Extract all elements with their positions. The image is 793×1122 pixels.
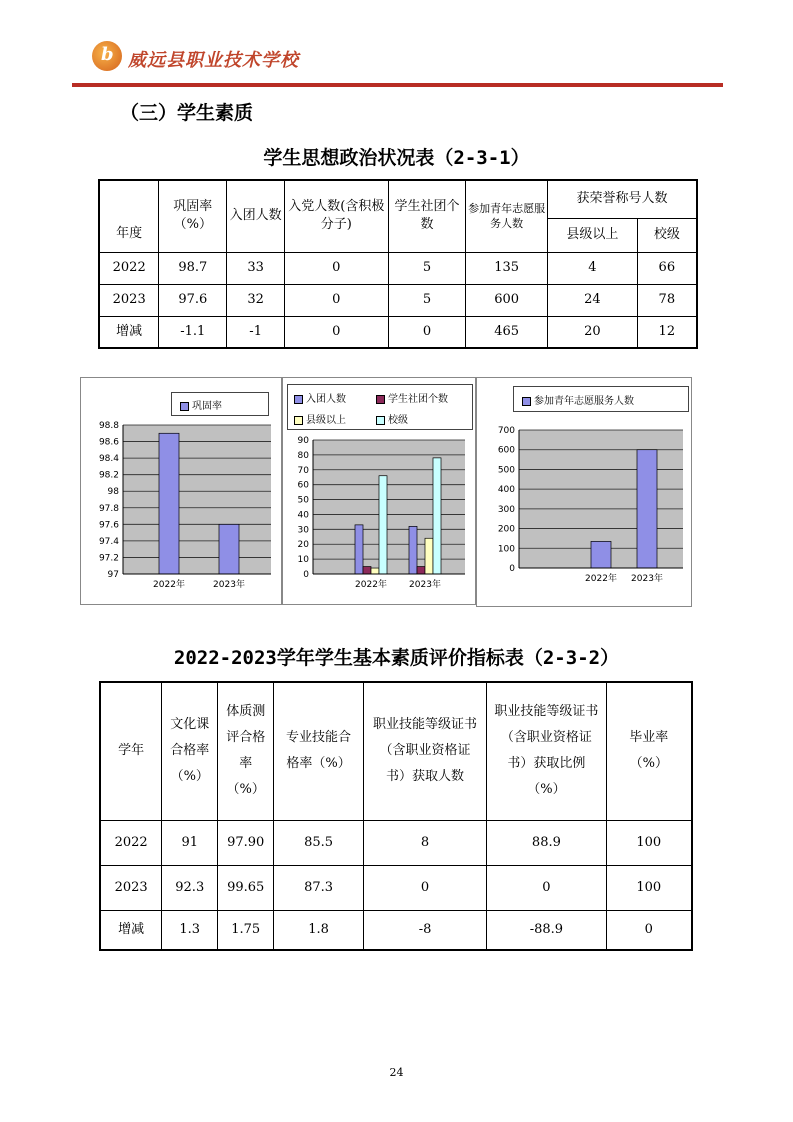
cell: 0 <box>487 865 606 910</box>
x-tick-label: 2023年 <box>409 580 441 590</box>
y-tick-label: 60 <box>297 480 309 491</box>
bar <box>591 541 611 568</box>
cell: 97.90 <box>218 820 274 865</box>
cell: 135 <box>466 252 548 284</box>
cell: 0 <box>388 316 466 348</box>
cell: 8 <box>363 820 486 865</box>
cell: 33 <box>227 252 285 284</box>
y-tick-label: 97.4 <box>98 536 119 547</box>
y-tick-label: 300 <box>497 504 515 515</box>
header-graduation: 毕业率（%） <box>606 682 692 820</box>
cell: -1.1 <box>159 316 227 348</box>
cell: 0 <box>285 316 389 348</box>
y-tick-label: 0 <box>303 570 309 580</box>
table2-title: 2022-2023学年学生基本素质评价指标表（2-3-2） <box>173 647 620 669</box>
cell: -1 <box>227 316 285 348</box>
cell: 87.3 <box>274 865 364 910</box>
legend-label: 参加青年志愿服务人数 <box>534 396 634 407</box>
bar <box>371 568 379 574</box>
cell: 100 <box>606 820 692 865</box>
cell: -88.9 <box>487 910 606 950</box>
header-physical: 体质测评合格率（%） <box>218 682 274 820</box>
y-tick-label: 98.2 <box>98 470 119 481</box>
bar <box>409 526 417 574</box>
cell: 增减 <box>99 316 159 348</box>
header-culture: 文化课合格率（%） <box>162 682 218 820</box>
legend-label: 学生社团个数 <box>388 394 448 405</box>
cell: 97.6 <box>159 284 227 316</box>
legend-label: 巩固率 <box>192 401 222 412</box>
table-row <box>100 865 692 910</box>
header-school-level: 校级 <box>637 218 697 252</box>
cell: 0 <box>606 910 692 950</box>
league-clubs-honors-chart <box>282 377 476 605</box>
y-tick-label: 400 <box>497 485 515 496</box>
x-tick-label: 2022年 <box>585 574 617 584</box>
cell: 1.3 <box>162 910 218 950</box>
volunteer-chart <box>476 377 692 607</box>
cell: 85.5 <box>274 820 364 865</box>
cell: -8 <box>363 910 486 950</box>
cell: 99.65 <box>218 865 274 910</box>
header-honors-group: 获荣誉称号人数 <box>548 180 697 218</box>
consolidation-rate-chart <box>80 377 282 605</box>
cell: 20 <box>548 316 638 348</box>
y-tick-label: 100 <box>497 544 515 555</box>
table-row <box>99 316 697 348</box>
y-tick-label: 70 <box>297 465 309 476</box>
cell: 0 <box>285 284 389 316</box>
bar <box>379 476 387 574</box>
plot-area <box>313 440 465 574</box>
y-tick-label: 90 <box>297 436 309 446</box>
cell: 91 <box>162 820 218 865</box>
legend-label: 入团人数 <box>306 394 346 405</box>
bar <box>363 567 371 574</box>
table-row <box>100 910 692 950</box>
cell: 78 <box>637 284 697 316</box>
y-tick-label: 40 <box>297 510 309 521</box>
cell: 0 <box>285 252 389 284</box>
y-tick-label: 97.6 <box>98 520 119 531</box>
y-tick-label: 80 <box>297 450 309 461</box>
cell: 1.8 <box>274 910 364 950</box>
bar <box>159 433 179 574</box>
cell: 0 <box>363 865 486 910</box>
cell: 5 <box>388 284 466 316</box>
header-clubs: 学生社团个数 <box>388 180 466 252</box>
y-tick-label: 20 <box>297 540 309 551</box>
bar <box>417 567 425 574</box>
y-tick-label: 97 <box>107 570 119 580</box>
table-row <box>100 820 692 865</box>
cell: 24 <box>548 284 638 316</box>
cell: 600 <box>466 284 548 316</box>
header-join-league: 入团人数 <box>227 180 285 252</box>
header-year: 年度 <box>99 180 159 252</box>
bar <box>433 458 441 574</box>
y-tick-label: 0 <box>509 564 515 574</box>
x-tick-label: 2023年 <box>631 574 663 584</box>
y-tick-label: 600 <box>497 445 515 456</box>
y-tick-label: 200 <box>497 524 515 535</box>
page-number: 24 <box>389 1066 404 1079</box>
school-name: 威远县职业技术学校 <box>128 50 299 71</box>
cell: 2022 <box>99 252 159 284</box>
header-consolidation-rate: 巩固率（%） <box>159 180 227 252</box>
table-row <box>99 252 697 284</box>
header-volunteers: 参加青年志愿服务人数 <box>466 180 548 252</box>
section-title: （三）学生素质 <box>120 102 254 124</box>
y-tick-label: 98.8 <box>98 421 119 431</box>
plot-area <box>123 425 271 574</box>
header-county-above: 县级以上 <box>548 218 638 252</box>
y-tick-label: 500 <box>497 465 515 476</box>
bar <box>425 538 433 574</box>
table1-title: 学生思想政治状况表（2-3-1） <box>263 147 530 169</box>
cell: 2023 <box>100 865 162 910</box>
header-cert-count: 职业技能等级证书（含职业资格证书）获取人数 <box>363 682 486 820</box>
y-tick-label: 50 <box>297 495 309 506</box>
bar <box>637 450 657 568</box>
cell: 5 <box>388 252 466 284</box>
y-tick-label: 97.2 <box>98 553 119 564</box>
cell: 4 <box>548 252 638 284</box>
cell: 增减 <box>100 910 162 950</box>
x-tick-label: 2022年 <box>355 580 387 590</box>
legend-label: 县级以上 <box>306 415 346 426</box>
chart-canvas <box>81 378 281 604</box>
y-tick-label: 30 <box>297 525 309 536</box>
cell: 2023 <box>99 284 159 316</box>
chart-canvas <box>477 378 691 606</box>
x-tick-label: 2023年 <box>213 580 245 590</box>
y-tick-label: 10 <box>297 555 309 566</box>
cell: 98.7 <box>159 252 227 284</box>
cell: 92.3 <box>162 865 218 910</box>
cell: 465 <box>466 316 548 348</box>
header-cert-ratio: 职业技能等级证书（含职业资格证书）获取比例（%） <box>487 682 606 820</box>
header-rule <box>72 83 723 87</box>
cell: 88.9 <box>487 820 606 865</box>
quality-index-table <box>99 681 693 951</box>
header-join-party: 入党人数(含积极分子) <box>285 180 389 252</box>
cell: 12 <box>637 316 697 348</box>
cell: 32 <box>227 284 285 316</box>
x-tick-label: 2022年 <box>153 580 185 590</box>
logo-mark: b <box>101 44 114 65</box>
bar <box>355 525 363 574</box>
cell: 66 <box>637 252 697 284</box>
chart-canvas <box>283 378 475 604</box>
legend-label: 校级 <box>388 415 408 426</box>
header-year: 学年 <box>100 682 162 820</box>
y-tick-label: 98 <box>107 487 119 498</box>
political-status-table <box>98 179 698 349</box>
y-tick-label: 98.6 <box>98 437 119 448</box>
y-tick-label: 97.8 <box>98 503 119 514</box>
bar <box>219 524 239 574</box>
cell: 100 <box>606 865 692 910</box>
cell: 2022 <box>100 820 162 865</box>
table-row <box>99 284 697 316</box>
y-tick-label: 700 <box>497 426 515 436</box>
cell: 1.75 <box>218 910 274 950</box>
y-tick-label: 98.4 <box>98 454 119 465</box>
header-skill: 专业技能合格率（%） <box>274 682 364 820</box>
